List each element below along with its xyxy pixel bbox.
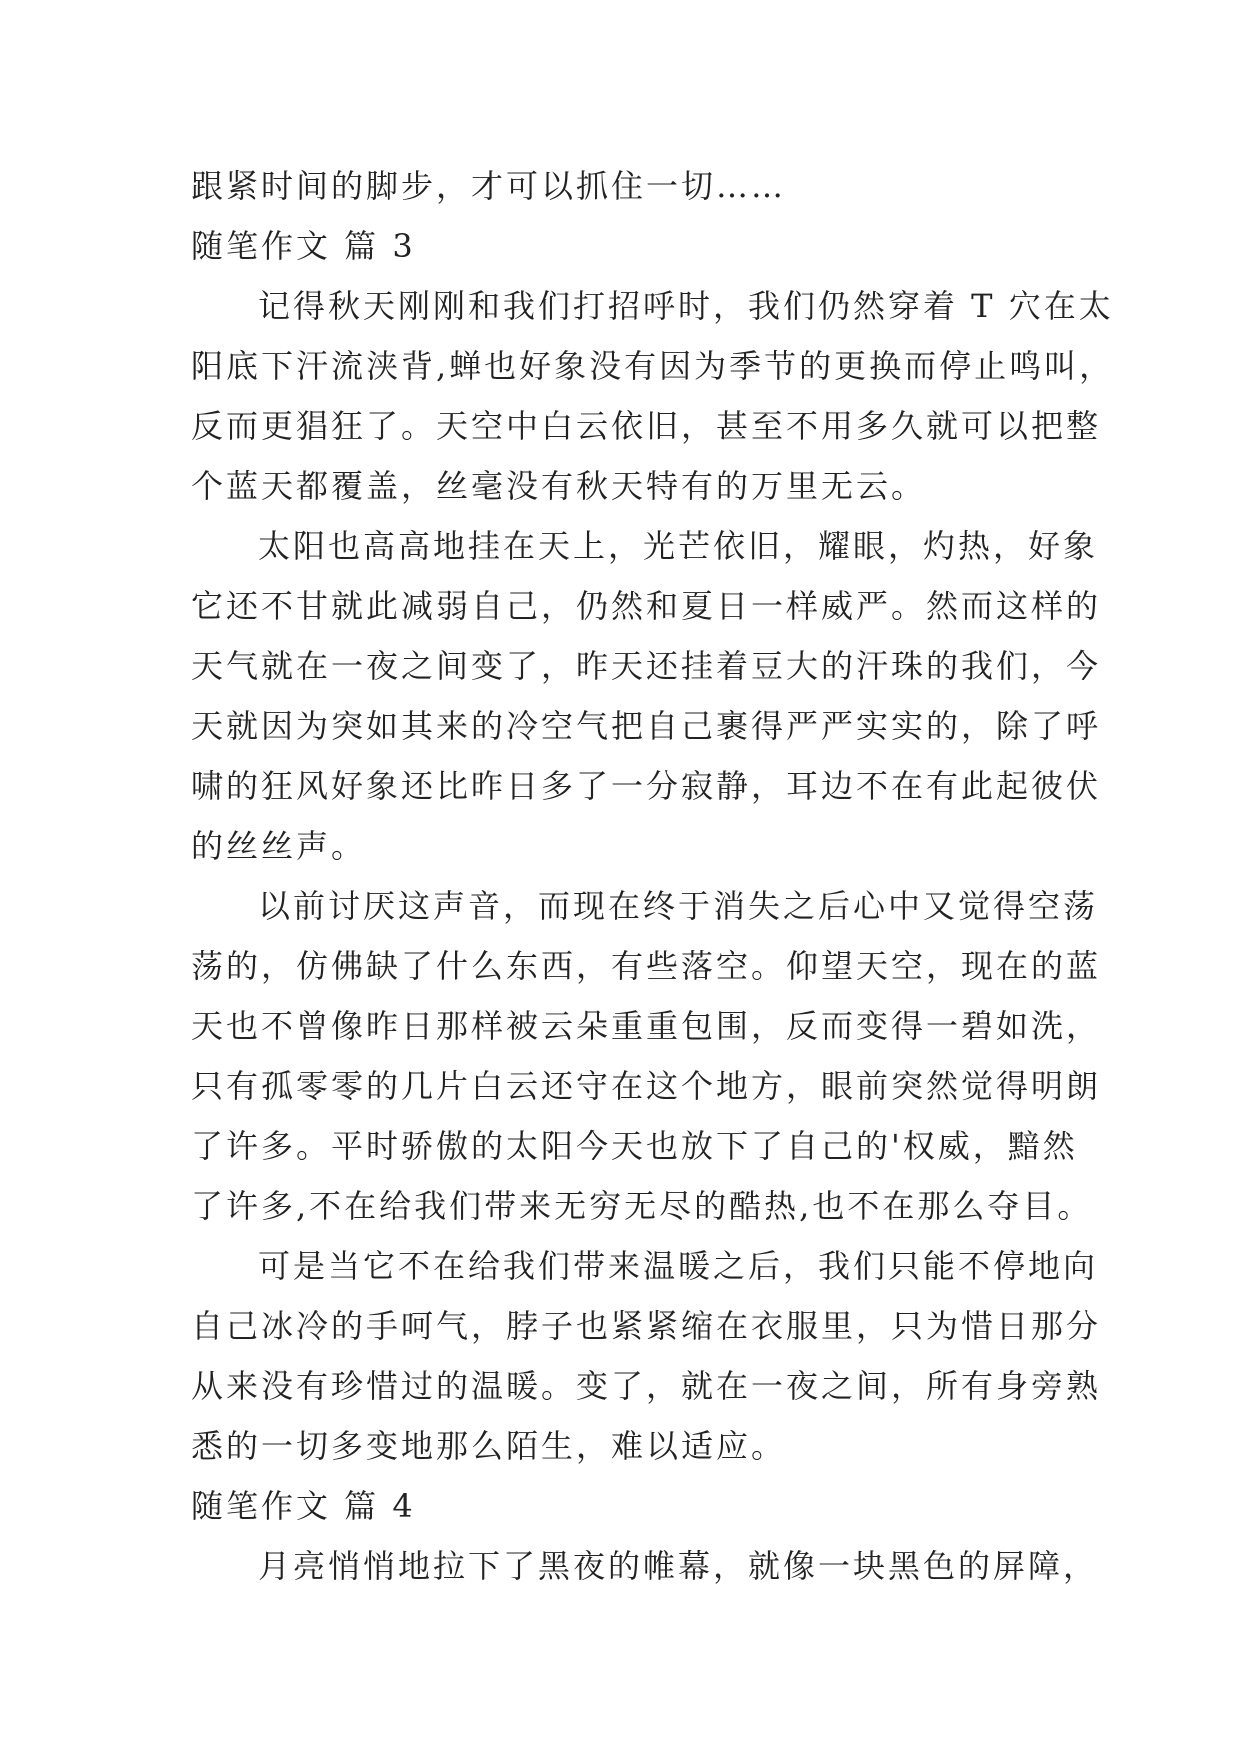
section-3-paragraph-1 xyxy=(191,276,1115,516)
paragraph-line: 太阳也高高地挂在天上，光芒依旧，耀眼，灼热，好象 xyxy=(258,527,1099,565)
paragraph-line: 个蓝天都覆盖，丝毫没有秋天特有的万里无云。 xyxy=(191,467,927,505)
section-4-paragraph-1 xyxy=(191,1536,1099,1596)
paragraph-line: 天气就在一夜之间变了，昨天还挂着豆大的汗珠的我们，今 xyxy=(191,647,1102,685)
paragraph-line: 反而更猖狂了。天空中白云依旧，甚至不用多久就可以把整 xyxy=(191,407,1102,445)
paragraph-line: 它还不甘就此减弱自己，仍然和夏日一样威严。然而这样的 xyxy=(191,587,1102,625)
intro-line: 跟紧时间的脚步，才可以抓住一切…… xyxy=(191,167,787,205)
paragraph-line: 记得秋天刚刚和我们打招呼时，我们仍然穿着 T 穴在太 xyxy=(258,287,1114,325)
paragraph-line: 阳底下汗流浃背,蝉也好象没有因为季节的更换而停止鸣叫， xyxy=(191,347,1115,385)
paragraph-line: 了许多,不在给我们带来无穷无尽的酷热,也不在那么夺目。 xyxy=(191,1187,1093,1225)
paragraph-line: 天也不曾像昨日那样被云朵重重包围，反而变得一碧如洗， xyxy=(191,1007,1102,1045)
paragraph-line: 啸的狂风好象还比昨日多了一分寂静，耳边不在有此起彼伏 xyxy=(191,767,1102,805)
section-3-paragraph-2 xyxy=(191,516,1102,876)
paragraph-line: 可是当它不在给我们带来温暖之后，我们只能不停地向 xyxy=(258,1247,1099,1285)
paragraph-line: 以前讨厌这声音，而现在终于消失之后心中又觉得空荡 xyxy=(258,887,1099,925)
paragraph-line: 自己冰冷的手呵气，脖子也紧紧缩在衣服里，只为惜日那分 xyxy=(191,1307,1102,1345)
paragraph-line: 只有孤零零的几片白云还守在这个地方，眼前突然觉得明朗 xyxy=(191,1067,1102,1105)
paragraph-line: 悉的一切多变地那么陌生，难以适应。 xyxy=(191,1427,787,1465)
section-3-heading: 随笔作文 篇 3 xyxy=(191,227,416,265)
paragraph-line: 月亮悄悄地拉下了黑夜的帷幕，就像一块黑色的屏障， xyxy=(258,1547,1099,1585)
paragraph-line: 的丝丝声。 xyxy=(191,827,367,865)
document-page xyxy=(191,156,1115,1596)
section-4-heading: 随笔作文 篇 4 xyxy=(191,1487,416,1525)
paragraph-line: 天就因为突如其来的冷空气把自己裹得严严实实的，除了呼 xyxy=(191,707,1102,745)
section-3-paragraph-4 xyxy=(191,1236,1102,1476)
section-3-paragraph-3 xyxy=(191,876,1102,1236)
paragraph-line: 从来没有珍惜过的温暖。变了，就在一夜之间，所有身旁熟 xyxy=(191,1367,1102,1405)
paragraph-line: 了许多。平时骄傲的太阳今天也放下了自己的'权威，黯然 xyxy=(191,1127,1078,1165)
paragraph-line: 荡的，仿佛缺了什么东西，有些落空。仰望天空，现在的蓝 xyxy=(191,947,1102,985)
